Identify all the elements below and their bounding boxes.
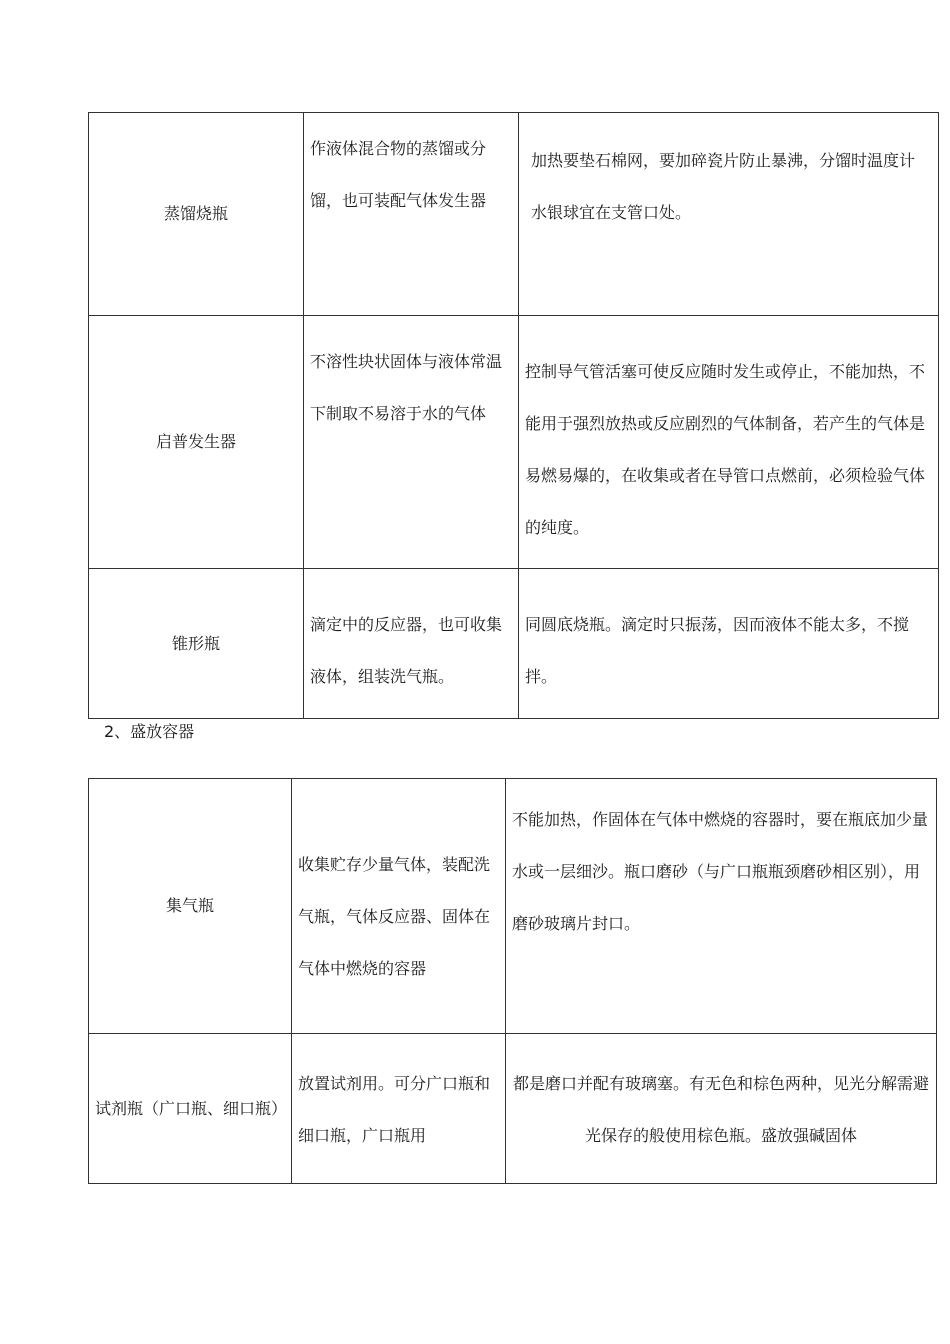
apparatus-name: 集气瓶 <box>89 779 292 1034</box>
apparatus-use: 滴定中的反应器，也可收集液体，组装洗气瓶。 <box>304 569 519 719</box>
apparatus-use: 放置试剂用。可分广口瓶和细口瓶，广口瓶用 <box>292 1034 506 1184</box>
apparatus-name: 试剂瓶（广口瓶、细口瓶） <box>89 1034 292 1184</box>
table-row <box>89 1034 937 1184</box>
apparatus-use: 作液体混合物的蒸馏或分馏，也可装配气体发生器 <box>304 113 519 316</box>
apparatus-name: 锥形瓶 <box>89 569 304 719</box>
section-heading: 2、盛放容器 <box>104 722 195 741</box>
apparatus-use: 不溶性块状固体与液体常温下制取不易溶于水的气体 <box>304 316 519 569</box>
apparatus-table-2 <box>88 778 937 1184</box>
apparatus-table-1 <box>88 112 939 719</box>
apparatus-note: 都是磨口并配有玻璃塞。有无色和棕色两种，见光分解需避光保存的般使用棕色瓶。盛放强碱固体 <box>506 1034 937 1184</box>
apparatus-name: 蒸馏烧瓶 <box>89 113 304 316</box>
apparatus-note: 同圆底烧瓶。滴定时只振荡，因而液体不能太多，不搅拌。 <box>519 569 939 719</box>
apparatus-note: 不能加热，作固体在气体中燃烧的容器时，要在瓶底加少量水或一层细沙。瓶口磨砂（与广口瓶瓶颈磨砂相区别），用磨砂玻璃片封口。 <box>506 779 937 1034</box>
table-row <box>89 316 939 569</box>
table-row <box>89 569 939 719</box>
table-row <box>89 779 937 1034</box>
apparatus-name: 启普发生器 <box>89 316 304 569</box>
apparatus-note: 加热要垫石棉网，要加碎瓷片防止暴沸，分馏时温度计水银球宜在支管口处。 <box>519 113 939 316</box>
apparatus-use: 收集贮存少量气体，装配洗气瓶，气体反应器、固体在气体中燃烧的容器 <box>292 779 506 1034</box>
table-row <box>89 113 939 316</box>
apparatus-note: 控制导气管活塞可使反应随时发生或停止，不能加热，不能用于强烈放热或反应剧烈的气体制备，若产生的气体是易燃易爆的，在收集或者在导管口点燃前，必须检验气体的纯度。 <box>519 316 939 569</box>
